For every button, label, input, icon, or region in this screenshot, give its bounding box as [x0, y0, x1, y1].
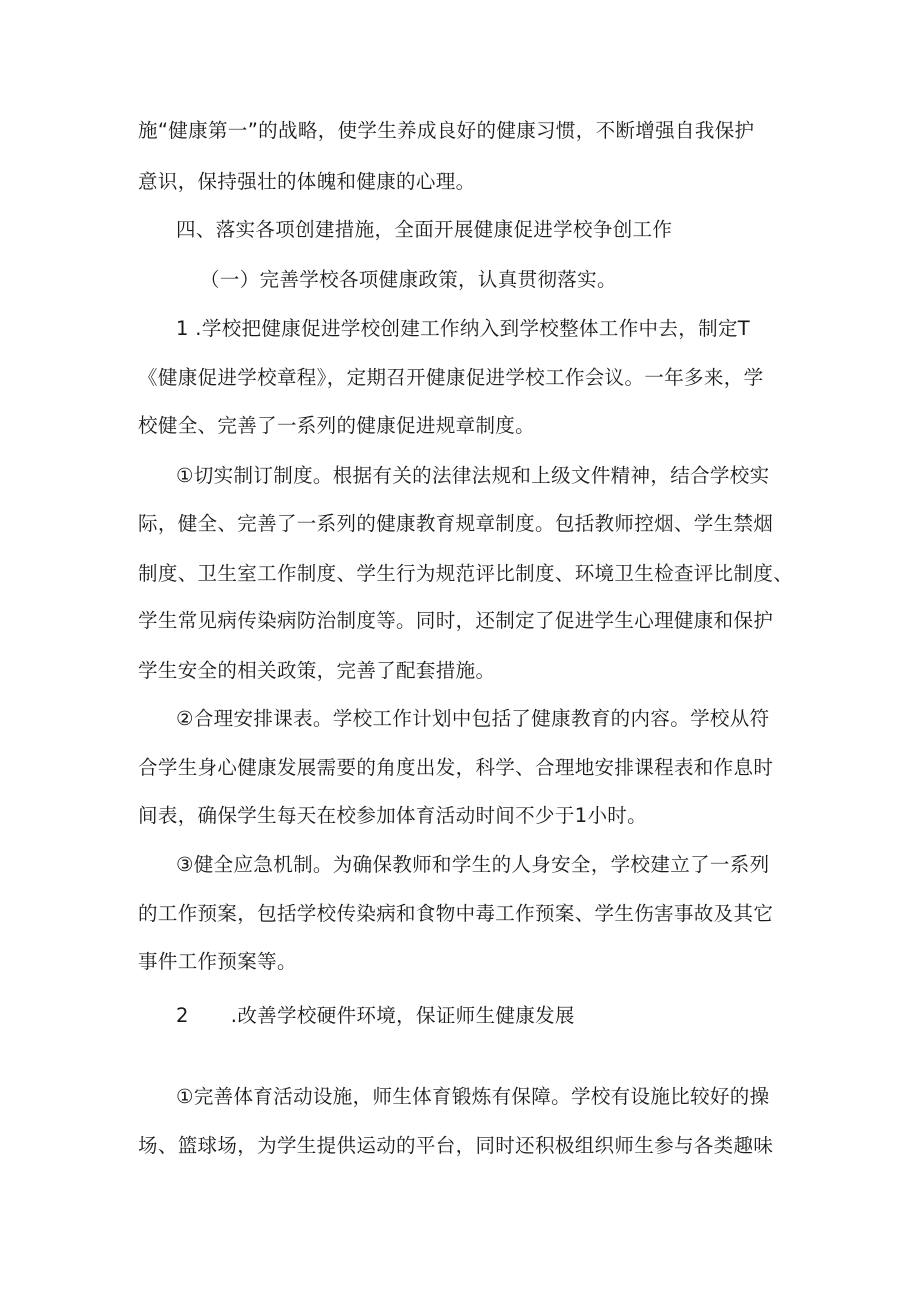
paragraph-line: 施“健康第一”的战略，使学生养成良好的健康习惯，不断增强自我保护 — [138, 119, 755, 142]
paragraph-line: 《健康促进学校章程》，定期召开健康促进学校工作会议。一年多来，学 — [138, 366, 764, 389]
paragraph-line: ③健全应急机制。为确保教师和学生的人身安全，学校建立了一系列 — [176, 853, 770, 876]
paragraph-line: 意识，保持强壮的体魄和健康的心理。 — [138, 170, 476, 193]
paragraph-line: ①切实制订制度。根据有关的法律法规和上级文件精神，结合学校实 — [176, 464, 770, 487]
paragraph-line: 间表，确保学生每天在校参加体育活动时间不少于1小时。 — [138, 804, 648, 827]
paragraph-line: 学生常见病传染病防治制度等。同时，还制定了促进学生心理健康和保护 — [138, 609, 774, 632]
paragraph-line: 1 .学校把健康促进学校创建工作纳入到学校整体工作中去，制定T — [176, 317, 751, 340]
paragraph-line: 校健全、完善了一系列的健康促进规章制度。 — [138, 414, 536, 437]
paragraph-line: 场、篮球场，为学生提供运动的平台，同时还积极组织师生参与各类趣味 — [138, 1134, 774, 1157]
section-heading: 四、落实各项创建措施，全面开展健康促进学校争创工作 — [176, 218, 673, 241]
paragraph-line: 制度、卫生室工作制度、学生行为规范评比制度、环境卫生检查评比制度、 — [138, 562, 794, 585]
paragraph-line: ②合理安排课表。学校工作计划中包括了健康教育的内容。学校从符 — [176, 707, 770, 730]
paragraph-line: 学生安全的相关政策，完善了配套措施。 — [138, 659, 496, 682]
paragraph-line: 际，健全、完善了一系列的健康教育规章制度。包括教师控烟、学生禁烟 — [138, 512, 774, 535]
paragraph-line: 事件工作预案等。 — [138, 950, 297, 973]
paragraph-line: 合学生身心健康发展需要的角度出发，科学、合理地安排课程表和作息时 — [138, 756, 774, 779]
paragraph-line: 的工作预案，包括学校传染病和食物中毒工作预案、学生伤害事故及其它 — [138, 902, 774, 925]
item-title: .改善学校硬件环境，保证师生健康发展 — [230, 1004, 575, 1027]
item-number: 2 — [176, 1004, 189, 1027]
subsection-heading — [176, 1002, 836, 1030]
subsection-heading: （一）完善学校各项健康政策，认真贯彻落实。 — [200, 268, 617, 291]
paragraph-line: ①完善体育活动设施，师生体育锻炼有保障。学校有设施比较好的操 — [176, 1085, 770, 1108]
